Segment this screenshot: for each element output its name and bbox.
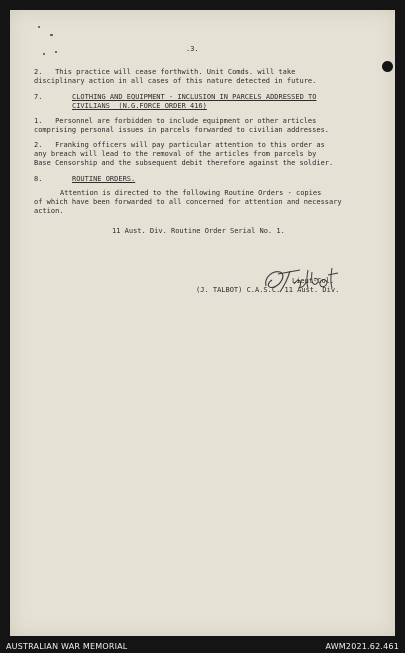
section-8-title: ROUTINE ORDERS.	[72, 175, 136, 183]
section-8-line-3: action.	[34, 207, 64, 215]
paper-speck	[43, 53, 45, 55]
signatory-name: (J. TALBOT) C.A.S.C. 11 Aust. Div.	[196, 286, 340, 294]
section-7-title-line-1: CLOTHING AND EQUIPMENT - INCLUSION IN PARCELS ADDRESSED TO	[72, 93, 317, 101]
document-page	[10, 10, 395, 636]
section-8-line-1: Attention is directed to the following Routine Orders - copies	[60, 189, 322, 197]
serial-line: 11 Aust. Div. Routine Order Serial No. 1.	[112, 227, 285, 235]
section-7-para-2-line-1: 2. Franking officers will pay particular attention to this order as	[34, 141, 325, 149]
paper-speck	[38, 26, 40, 28]
section-7-number: 7.	[34, 93, 43, 101]
paper-speck	[50, 34, 53, 36]
signatory-rank: Lieut-Col.	[292, 277, 335, 285]
section-7-para-1-line-1: 1. Personnel are forbidden to include equipment or other articles	[34, 117, 317, 125]
paper-speck	[55, 51, 57, 53]
page-number: .3.	[186, 45, 199, 53]
section-8-number: 8.	[34, 175, 43, 183]
para-2-line-2: disciplinary action in all cases of this nature detected in future.	[34, 77, 317, 85]
section-7-para-2-line-2: any breach will lead to the removal of the articles from parcels by	[34, 150, 317, 158]
section-7-para-2-line-3: Base Censorship and the subsequent debit therefore against the soldier.	[34, 159, 334, 167]
footer-institution: AUSTRALIAN WAR MEMORIAL	[6, 642, 128, 651]
section-7-title-line-2: CIVILIANS (N.G.FORCE ORDER 416)	[72, 102, 207, 110]
para-2-line-1: 2. This practice will cease forthwith. Unit Comds. will take	[34, 68, 296, 76]
section-7-para-1-line-2: comprising personal issues in parcels forwarded to civilian addresses.	[34, 126, 330, 134]
footer-accession-number: AWM2021.62.461	[325, 642, 399, 651]
section-8-line-2: of which have been forwarded to all concerned for attention and necessary	[34, 198, 342, 206]
punch-hole	[382, 61, 393, 72]
